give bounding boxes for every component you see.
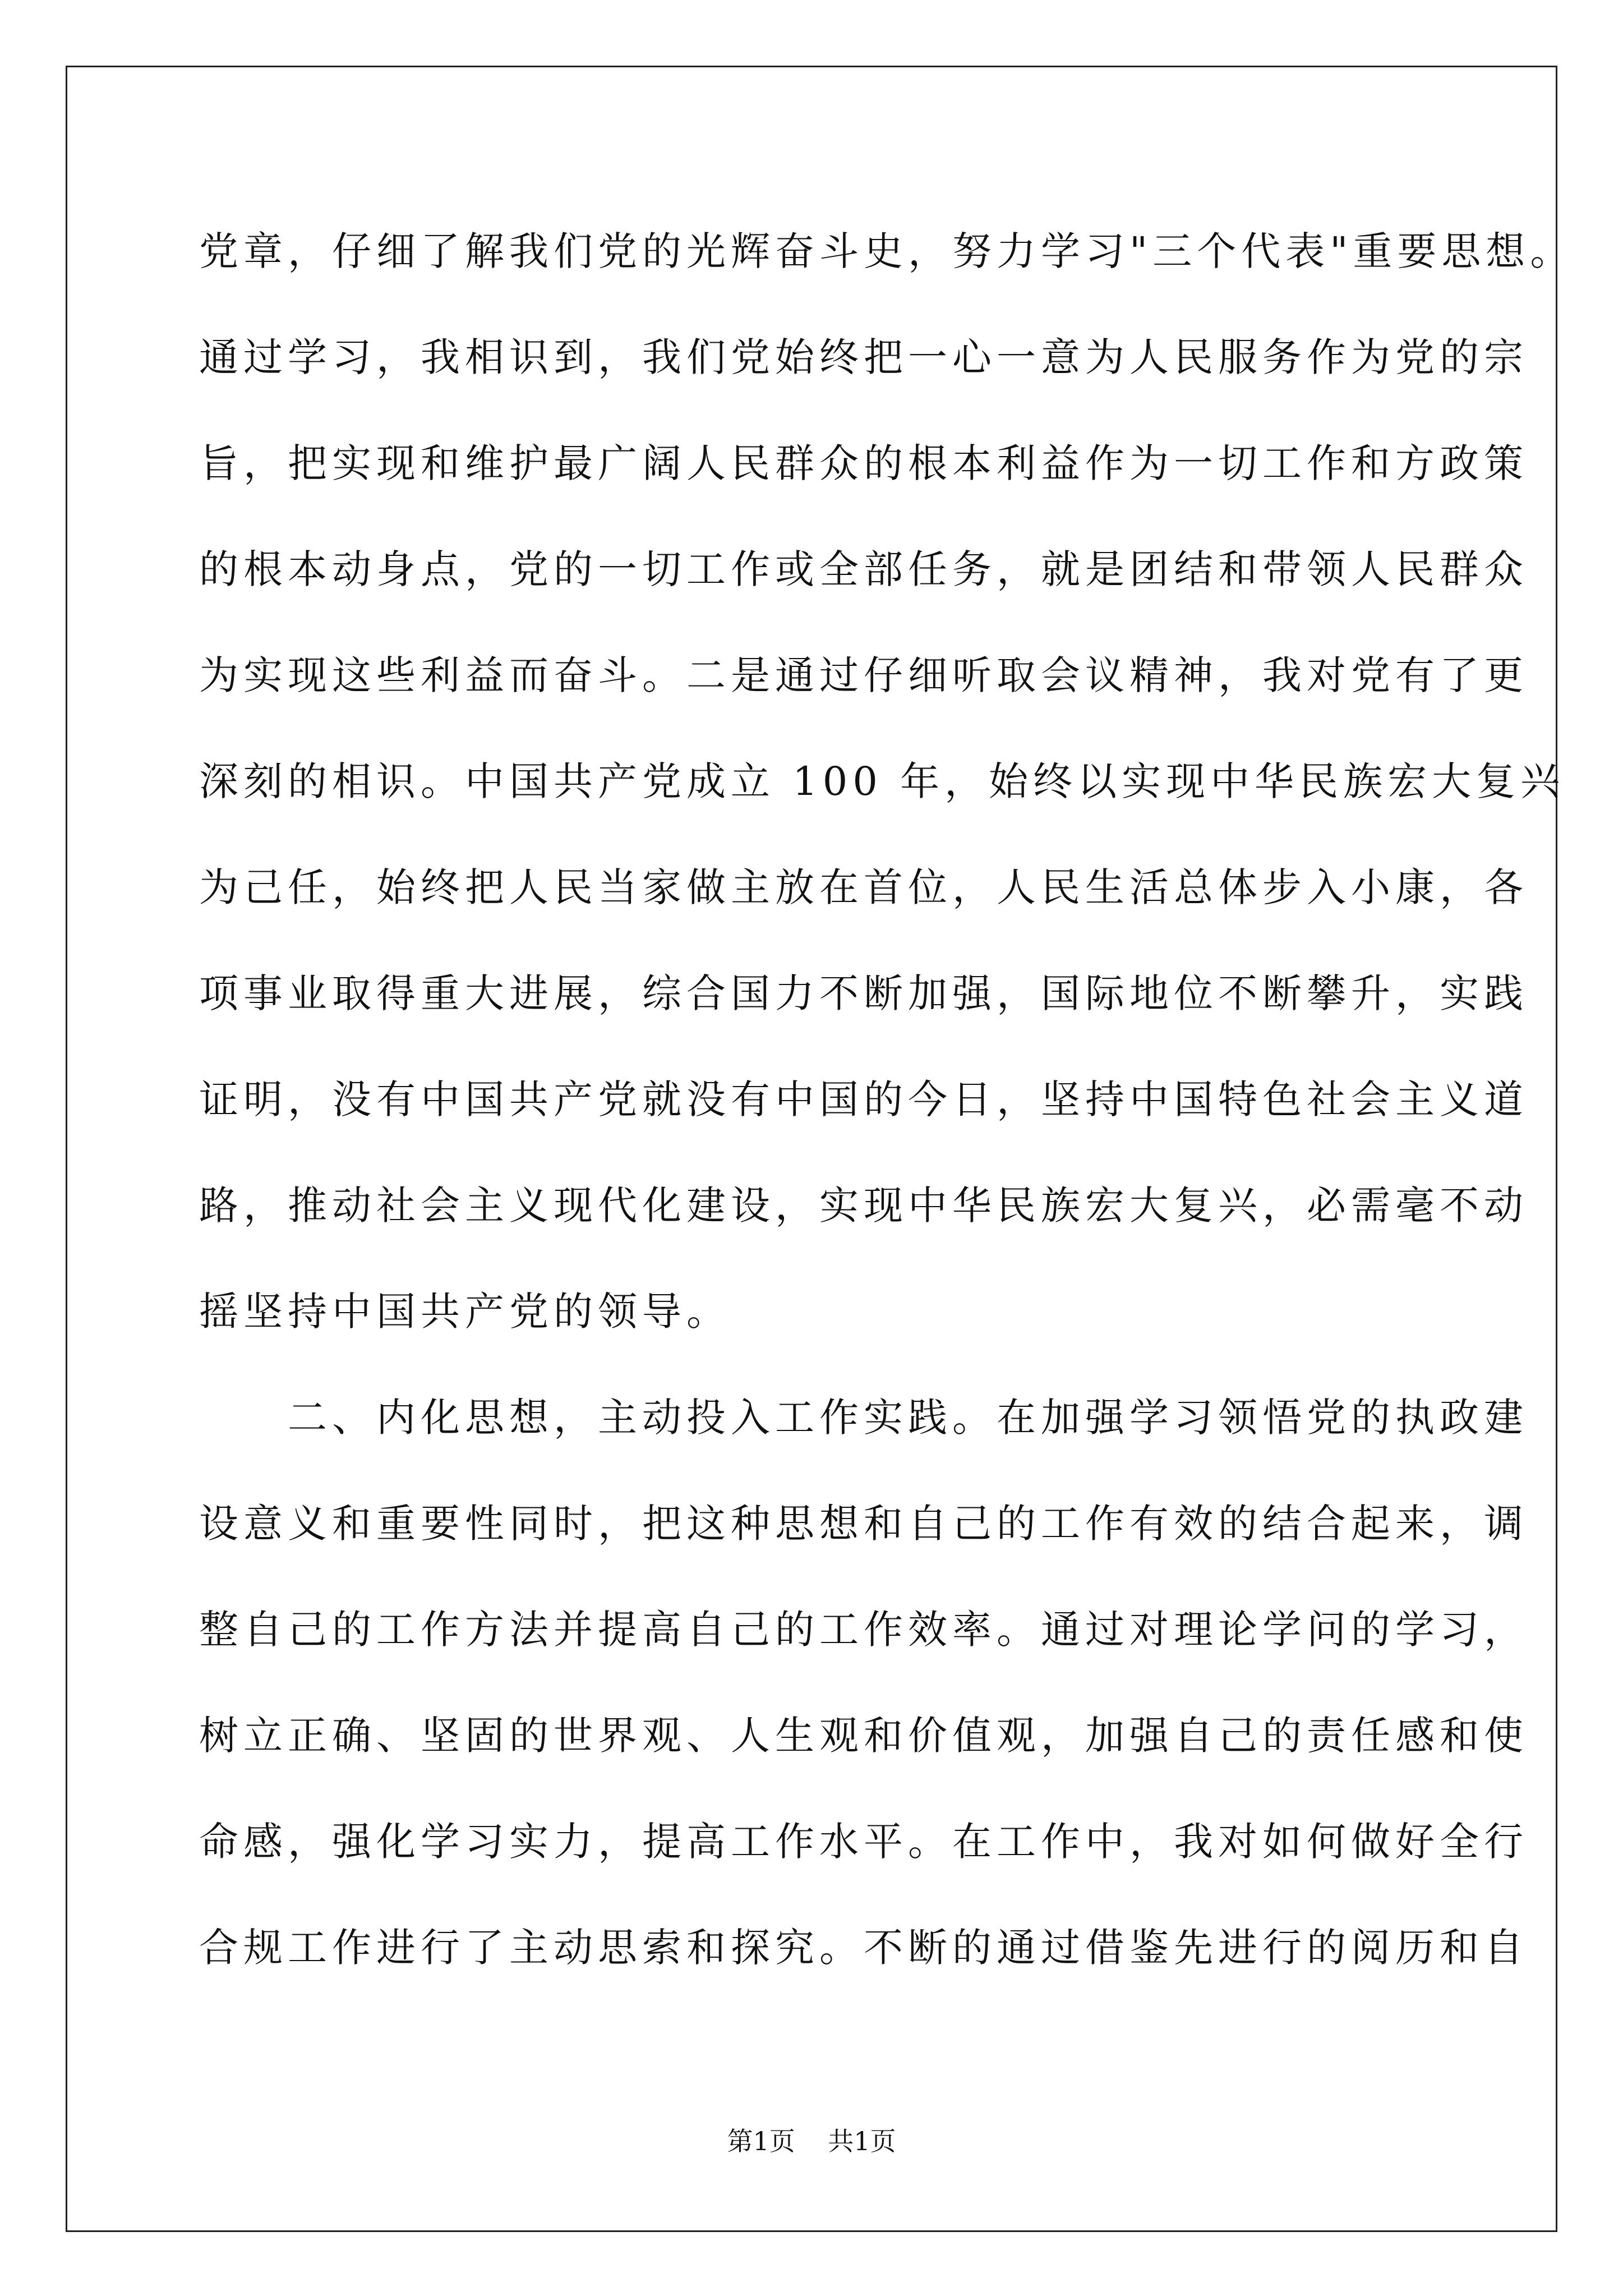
text-line: 深刻的相识。中国共产党成立 100 年，始终以实现中华民族宏大复兴: [199, 758, 1565, 804]
text-line: 二、内化思想，主动投入工作实践。在加强学习领悟党的执政建: [199, 1395, 1528, 1441]
text-line: 摇坚持中国共产党的领导。: [199, 1289, 731, 1335]
text-line: 整自己的工作方法并提高自己的工作效率。通过对理论学问的学习，: [199, 1607, 1528, 1653]
text-line: 党章，仔细了解我们党的光辉奋斗史，努力学习"三个代表"重要思想。: [199, 228, 1575, 274]
text-line: 为实现这些利益而奋斗。二是通过仔细听取会议精神，我对党有了更: [199, 652, 1528, 698]
text-line: 通过学习，我相识到，我们党始终把一心一意为人民服务作为党的宗: [199, 334, 1528, 380]
text-line: 项事业取得重大进展，综合国力不断加强，国际地位不断攀升，实践: [199, 970, 1528, 1016]
text-line: 树立正确、坚固的世界观、人生观和价值观，加强自己的责任感和使: [199, 1713, 1528, 1759]
text-line: 的根本动身点，党的一切工作或全部任务，就是团结和带领人民群众: [199, 546, 1528, 592]
text-line: 命感，强化学习实力，提高工作水平。在工作中，我对如何做好全行: [199, 1819, 1528, 1865]
page-border: [66, 66, 1557, 2232]
text-line: 证明，没有中国共产党就没有中国的今日，坚持中国特色社会主义道: [199, 1076, 1528, 1122]
text-line: 旨，把实现和维护最广阔人民群众的根本利益作为一切工作和方政策: [199, 440, 1528, 486]
text-line: 设意义和重要性同时，把这种思想和自己的工作有效的结合起来，调: [199, 1501, 1528, 1547]
text-line: 路，推动社会主义现代化建设，实现中华民族宏大复兴，必需毫不动: [199, 1182, 1528, 1228]
page-number-footer: 第1页 共1页: [727, 2126, 896, 2156]
text-line: 合规工作进行了主动思索和探究。不断的通过借鉴先进行的阅历和自: [199, 1925, 1528, 1971]
text-line: 为己任，始终把人民当家做主放在首位，人民生活总体步入小康，各: [199, 864, 1528, 910]
